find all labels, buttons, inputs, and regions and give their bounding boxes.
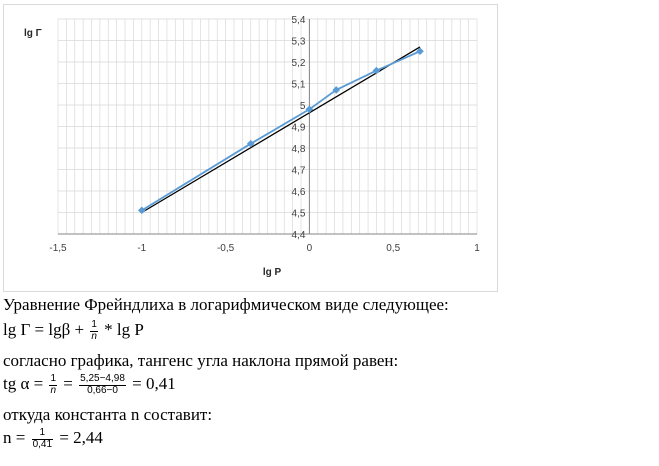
x-tick-label: -1,5: [49, 243, 67, 254]
y-tick-label: 5: [299, 101, 306, 112]
freundlich-chart: [4, 5, 499, 293]
eq2-right: = 0,41: [127, 373, 176, 393]
x-tick-label: -0,5: [216, 243, 235, 254]
frac-numerator: 1: [32, 428, 53, 440]
x-tick-label: 0,5: [386, 243, 401, 254]
frac-numerator: 5,25−4,98: [80, 373, 125, 384]
equation-tangent: [3, 374, 176, 396]
y-tick-label: 5,1: [291, 79, 306, 91]
y-tick-label: 5,3: [291, 36, 306, 48]
fraction-1-over-n: [49, 374, 57, 396]
y-tick-label: 5,4: [291, 15, 306, 26]
frac-denominator: 0,66−0: [87, 384, 118, 396]
y-tick-label: 4,4: [291, 230, 306, 241]
frac-denominator: n: [50, 384, 57, 396]
data-point: [373, 67, 381, 75]
x-tick-label: 0: [306, 243, 313, 254]
fraction-1-over-041: [32, 428, 53, 450]
eq3-left: n =: [3, 427, 30, 447]
text-line-intro: Уравнение Фрейндлиха в логарифмическом виде следующее:: [3, 295, 449, 314]
eq2-left: tg α =: [3, 373, 48, 393]
equation-n: [3, 428, 103, 450]
y-tick-label: 4,8: [291, 144, 306, 155]
y-tick-label: 4,6: [291, 187, 306, 198]
x-axis-title: lg P: [262, 267, 282, 278]
chart-area: [3, 4, 498, 292]
frac-denominator: n: [91, 330, 97, 342]
x-tick-label: 1: [474, 243, 480, 254]
frac-denominator: 0,41: [32, 438, 53, 450]
y-tick-label: 4,7: [291, 165, 306, 177]
eq2-equals: =: [59, 373, 78, 393]
eq1-right: * lg P: [99, 319, 144, 339]
y-tick-label: 4,5: [291, 208, 306, 220]
fraction-slope: [79, 374, 126, 396]
frac-numerator: 1: [50, 373, 57, 384]
text-line-constant: откуда константа n составит:: [3, 405, 213, 424]
y-tick-label: 5,2: [291, 58, 306, 69]
y-tick-label: 4,9: [291, 122, 306, 134]
y-axis-title: lg Γ: [24, 28, 42, 39]
fraction-1-over-n: [90, 320, 98, 342]
equation-freundlich: [3, 320, 144, 342]
frac-numerator: 1: [91, 319, 97, 330]
eq3-right: = 2,44: [55, 427, 103, 447]
x-tick-label: -1: [137, 243, 147, 254]
text-line-slope: согласно графика, тангенс угла наклона прямой равен:: [3, 351, 399, 370]
eq1-left: lg Γ = lgβ +: [3, 319, 89, 339]
